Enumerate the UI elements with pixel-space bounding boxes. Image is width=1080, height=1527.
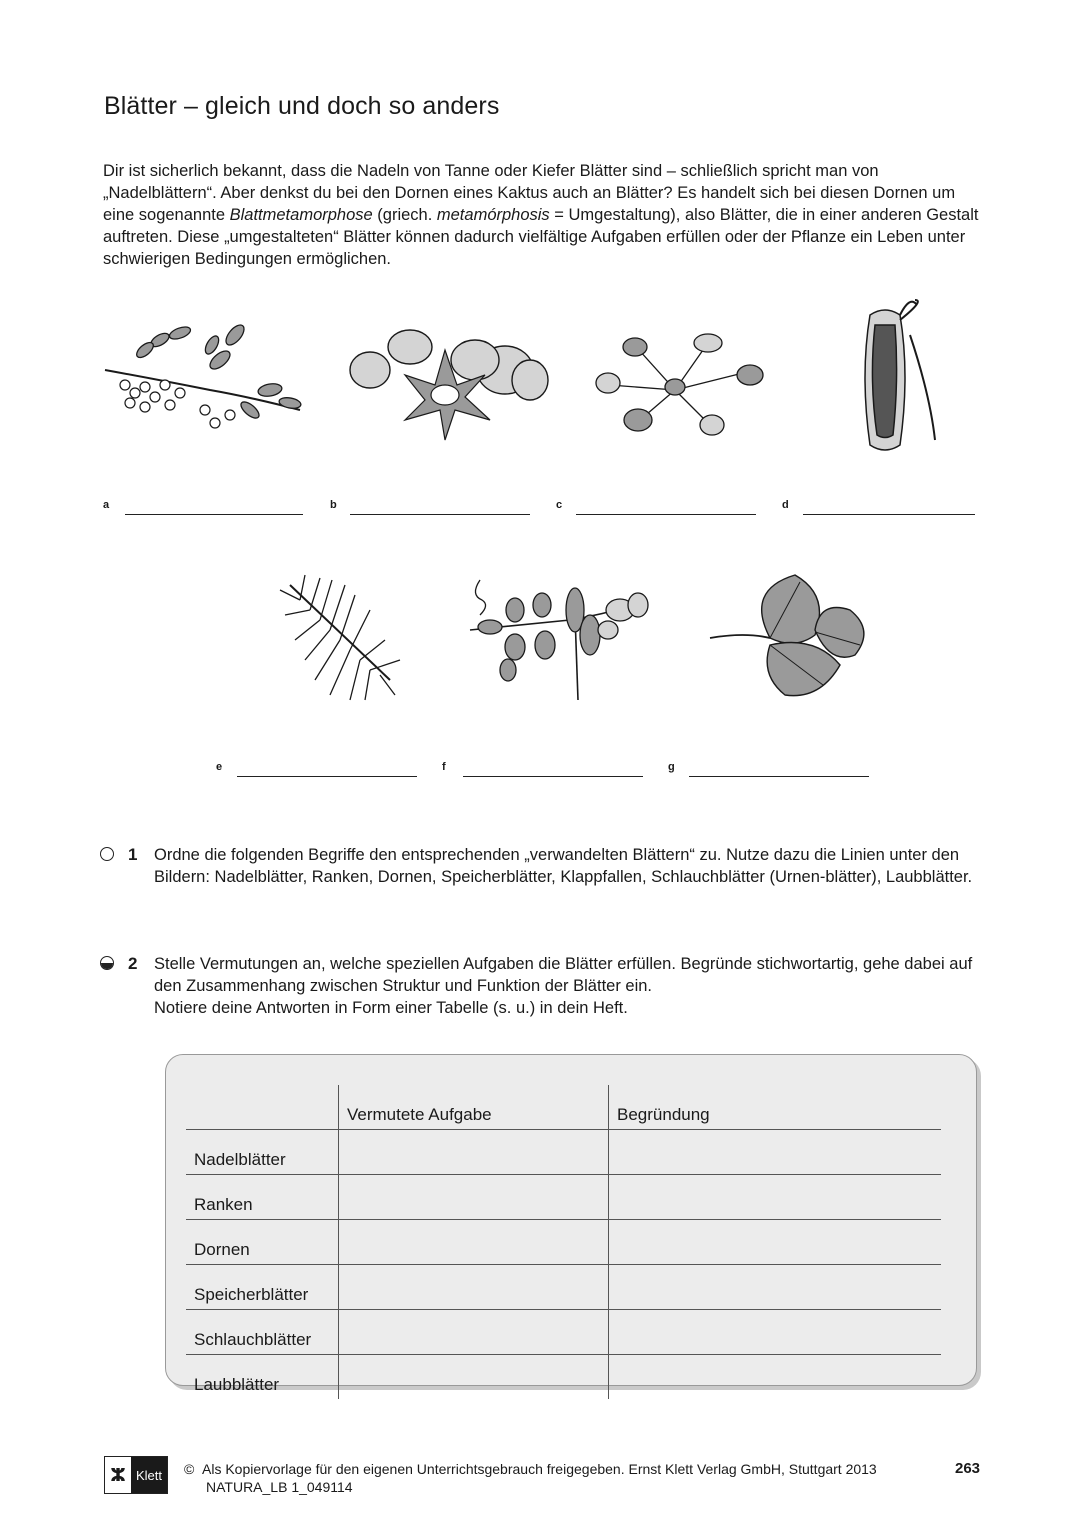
pitcher-leaf-icon [855, 295, 945, 460]
thorny-branch-icon [100, 315, 310, 440]
answer-line-a[interactable] [125, 514, 303, 515]
table-cell[interactable] [339, 1175, 609, 1220]
table-cell[interactable] [339, 1265, 609, 1310]
pea-tendrils-icon [460, 575, 655, 705]
table-cell[interactable] [339, 1355, 609, 1400]
table-row [186, 1220, 941, 1265]
intro-text-3: = Umgestaltung), also Blätter, die in einer anderen Gestalt auftreten. Diese „umgestalteten“ Blätter können dadurch vielfältige Aufgaben erfüllen oder der Pflanze ein Leben unter schwierigen Bedingungen ermöglichen. [103, 206, 979, 268]
table-cell[interactable] [609, 1265, 942, 1310]
row-label: Ranken [194, 1195, 253, 1214]
task-text-line: Stelle Vermutungen an, welche speziellen Aufgaben die Blätter erfüllen. Begründe stichwortartig, gehe dabei auf den Zusammenhang zwischen Struktur und Funktion der Blätter ein. [154, 955, 973, 995]
task-text-line: Notiere deine Antworten in Form einer Tabelle (s. u.) in dein Heft. [154, 999, 628, 1017]
figure-letter-a: a [103, 499, 110, 511]
figure-letter-f: f [442, 761, 446, 773]
task-number: 2 [128, 954, 138, 973]
product-code: NATURA_LB 1_049114 [206, 1479, 353, 1495]
venus-flytrap-icon [590, 325, 770, 445]
task-text: Ordne die folgenden Begriffe den entsprechenden „verwandelten Blättern“ zu. Nutze dazu die Linien unter den Bildern: Nadelblätter, Ranken, Dornen, Speicherblätter, Klappfallen, Schlauchblätter (Urnen-blätter), Laubblätter. [154, 846, 973, 886]
table-header-cell: Vermutete Aufgabe [339, 1085, 609, 1130]
answer-line-c[interactable] [576, 514, 756, 515]
figure-letter-c: c [556, 499, 563, 511]
table-cell[interactable] [609, 1175, 942, 1220]
answer-line-g[interactable] [689, 776, 869, 777]
table-cell[interactable] [339, 1130, 609, 1175]
table-header-cell [186, 1085, 339, 1130]
table-row [186, 1355, 941, 1400]
conifer-needles-icon [270, 570, 410, 705]
row-label: Laubblätter [194, 1375, 280, 1394]
answer-table [186, 1085, 941, 1399]
figure-letter-d: d [782, 499, 789, 511]
klett-logo-word: Klett [131, 1457, 167, 1493]
table-cell[interactable] [609, 1310, 942, 1355]
copyright-icon: © [184, 1461, 195, 1477]
klett-logo-symbol: ⵣ [110, 1464, 126, 1485]
figure-letter-b: b [330, 499, 337, 511]
row-label: Nadelblätter [194, 1150, 286, 1169]
figure-letter-g: g [668, 761, 675, 773]
page-title: Blätter – gleich und doch so anders [104, 92, 500, 120]
intro-paragraph [103, 160, 983, 270]
intro-term: Blattmetamorphose [229, 206, 373, 224]
figure-letter-e: e [216, 761, 223, 773]
answer-line-f[interactable] [463, 776, 643, 777]
table-cell[interactable] [609, 1355, 942, 1400]
difficulty-medium-icon [100, 956, 114, 970]
answer-line-b[interactable] [350, 514, 530, 515]
task-2 [100, 953, 980, 1019]
table-cell[interactable] [609, 1220, 942, 1265]
answer-table-box [165, 1054, 977, 1394]
table-cell[interactable] [339, 1220, 609, 1265]
intro-text-2: (griech. [372, 206, 437, 224]
copyright-line: Als Kopiervorlage für den eigenen Unterrichtsgebrauch freigegeben. Ernst Klett Verlag GmbH, Stuttgart 2013 [202, 1461, 877, 1477]
table-header-row [186, 1085, 941, 1130]
page-number: 263 [955, 1460, 981, 1477]
table-cell[interactable] [339, 1310, 609, 1355]
row-label: Dornen [194, 1240, 250, 1259]
table-row [186, 1310, 941, 1355]
task-number: 1 [128, 845, 138, 864]
table-row [186, 1265, 941, 1310]
answer-line-d[interactable] [803, 514, 975, 515]
table-row [186, 1130, 941, 1175]
copyright-notice [184, 1460, 877, 1496]
answer-line-e[interactable] [237, 776, 417, 777]
table-header-cell: Begründung [609, 1085, 942, 1130]
table-cell[interactable] [609, 1130, 942, 1175]
intro-text-1: Dir ist sicherlich bekannt, dass die Nadeln von Tanne oder Kiefer Blätter sind – schließlich spricht man von „Nadelblättern“. Aber denkst du bei den Dornen eines Kaktus auch an Blätter? Es handelt sich bei diesen Dornen um eine sogenannte [103, 162, 956, 224]
intro-greek-term: metamórphosis [436, 206, 550, 224]
succulent-rosette-icon [345, 325, 555, 445]
task-1 [100, 844, 980, 888]
table-row [186, 1175, 941, 1220]
beech-leaves-icon [705, 570, 875, 705]
row-label: Schlauchblätter [194, 1330, 312, 1349]
klett-logo [104, 1456, 168, 1494]
difficulty-easy-icon [100, 847, 114, 861]
row-label: Speicherblätter [194, 1285, 309, 1304]
task-text [154, 953, 980, 1019]
